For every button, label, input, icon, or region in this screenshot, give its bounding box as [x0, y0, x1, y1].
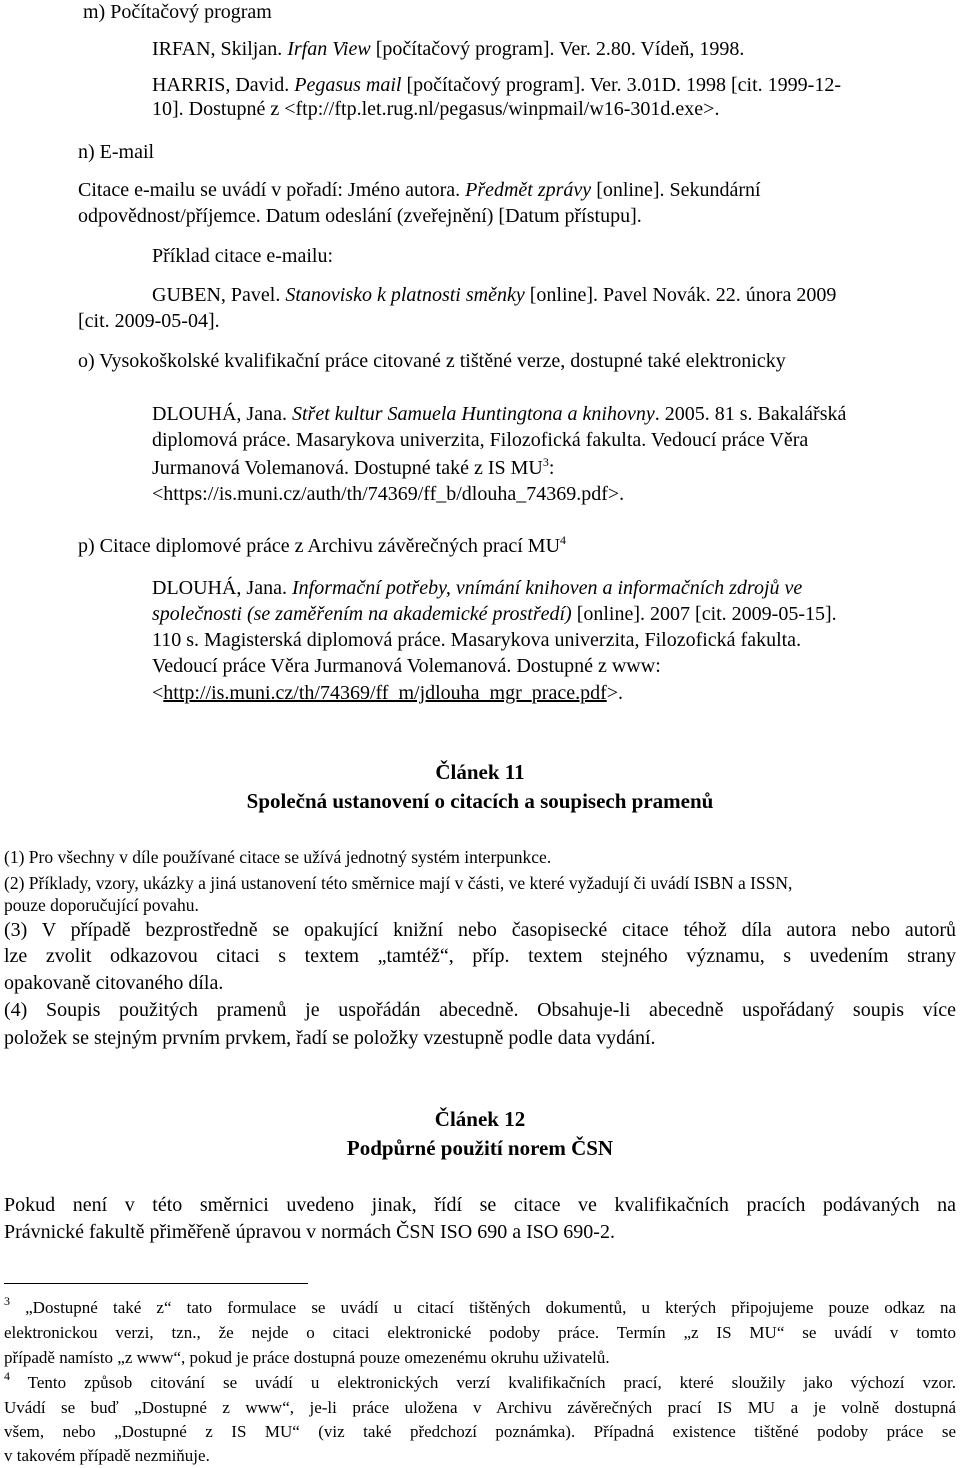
section-p-heading: p) Citace diplomové práce z Archivu závěrečných prací $MU^4$	[78, 533, 567, 557]
article-11-para-4-line-1: (4) Soupis použitých pramenů je uspořádán abecedně. Obsahuje-li abecedně uspořádaný soupis více	[4, 999, 956, 1021]
article-12-title: Podpůrné použití norem ČSN	[346, 1136, 614, 1160]
thesis-citation-line-1: DLOUHÁ, Jana. Střet kultur Samuela Huntingtona a knihovny. 2005. 81 s. Bakalářská	[152, 403, 847, 425]
article-11-para-1: (1) Pro všechny v díle používané citace se užívá jednotný systém interpunkce.	[4, 847, 552, 867]
archive-citation-line-4: Vedoucí práce Věra Jurmanová Volemanová. Dostupné z www:	[152, 655, 661, 677]
footnote-separator	[4, 1283, 308, 1284]
footnote-ref-4[interactable]: 4	[560, 533, 567, 547]
footnote-3-line-2: elektronickou verzi, tzn., že nejde o citaci elektronické podoby práce. Termín „z IS MU“ se uvádí v tomto	[4, 1323, 956, 1342]
footnote-3-line-3: případě namísto „z www“, pokud je práce dostupná pouze omezenému okruhu uživatelů.	[4, 1348, 610, 1367]
footnote-3-line-1: $^3$ „Dostupné také z“ tato formulace se uvádí u citací tištěných dokumentů, u kterých připojujeme pouze odkaz na	[4, 1294, 956, 1317]
citation-harris-line-2: 10]. Dostupné z <ftp://ftp.let.rug.nl/pegasus/winpmail/w16-301d.exe>.	[152, 98, 720, 120]
article-11-title: Společná ustanovení o citacích a soupisech pramenů	[246, 789, 714, 813]
archive-citation-line-5: <http://is.muni.cz/th/74369/ff_m/jdlouha_mgr_prace.pdf>.	[152, 682, 624, 704]
thesis-citation-line-4: <https://is.muni.cz/auth/th/74369/ff_b/dlouha_74369.pdf>.	[152, 483, 625, 505]
article-12-para-line-1: Pokud není v této směrnici uvedeno jinak, řídí se citace ve kvalifikačních pracích podávaných na	[4, 1194, 956, 1216]
email-example-line-1: GUBEN, Pavel. Stanovisko k platnosti směnky [online]. Pavel Novák. 22. února 2009	[152, 284, 837, 306]
article-11-para-3-line-1: (3) V případě bezprostředně se opakující knižní nebo časopisecké citace téhož díla autora nebo autorů	[4, 919, 956, 941]
archive-citation-line-2: společnosti (se zaměřením na akademické prostředí) [online]. 2007 [cit. 2009-05-15].	[152, 603, 837, 625]
section-m-heading: m) Počítačový program	[83, 1, 272, 23]
article-11-para-2-line-1: (2) Příklady, vzory, ukázky a jiná ustanovení této směrnice mají v části, ve které vyžadují či uvádí ISBN a ISSN,	[4, 873, 793, 893]
email-rule-line-2: odpovědnost/příjemce. Datum odeslání (zveřejnění) [Datum přístupu].	[78, 205, 642, 227]
thesis-citation-line-2: diplomová práce. Masarykova univerzita, Filozofická fakulta. Vedoucí práce Věra	[152, 429, 809, 451]
archive-citation-line-3: 110 s. Magisterská diplomová práce. Masarykova univerzita, Filozofická fakulta.	[152, 629, 802, 651]
citation-irfan: IRFAN, Skiljan. Irfan View [počítačový program]. Ver. 2.80. Vídeň, 1998.	[152, 38, 745, 60]
email-rule-line-1: Citace e-mailu se uvádí v pořadí: Jméno autora. Předmět zprávy [online]. Sekundární	[78, 179, 761, 201]
article-12-para-line-2: Právnické fakultě přiměřeně úpravou v normách ČSN ISO 690 a ISO 690-2.	[4, 1221, 615, 1243]
article-11-para-4-line-2: položek se stejným prvním prvkem, řadí se položky vzestupně podle data vydání.	[4, 1027, 656, 1049]
section-n-heading: n) E-mail	[78, 141, 155, 163]
article-11-para-2-line-2: pouze doporučující povahu.	[4, 895, 199, 915]
thesis-citation-line-3: Jurmanová Volemanová. Dostupné také z IS $MU^3$:	[152, 455, 555, 479]
article-11-para-3-line-2: lze zvolit odkazovou citaci s textem „tamtéž“, příp. textem stejného významu, s uvedením strany	[4, 945, 956, 967]
footnote-ref-3[interactable]: 3	[542, 455, 549, 469]
thesis-pdf-link[interactable]: http://is.muni.cz/th/74369/ff_m/jdlouha_mgr_prace.pdf	[163, 682, 607, 704]
footnote-4-line-3: všem, nebo „Dostupné z IS MU“ (viz také předchozí poznámka). Případná existence tištěné podoby práce se	[4, 1422, 956, 1441]
section-o-heading: o) Vysokoškolské kvalifikační práce citované z tištěné verze, dostupné také elektronicky	[78, 350, 786, 372]
article-12-number: Článek 12	[434, 1107, 526, 1131]
email-example-label: Příklad citace e-mailu:	[152, 245, 334, 267]
article-11-para-3-line-3: opakovaně citovaného díla.	[4, 972, 224, 994]
article-11-number: Článek 11	[435, 760, 525, 784]
citation-harris-line-1: HARRIS, David. Pegasus mail [počítačový program]. Ver. 3.01D. 1998 [cit. 1999-12-	[152, 74, 841, 96]
footnote-4-line-4: v takovém případě nezmiňuje.	[4, 1446, 210, 1465]
email-example-line-2: [cit. 2009-05-04].	[78, 310, 220, 332]
footnote-4-line-1: $^4$ Tento způsob citování se uvádí u elektronických verzí kvalifikačních prací, které sloužily jako výchozí vzor.	[4, 1369, 956, 1392]
footnote-4-line-2: Uvádí se buď „Dostupné z www“, je-li práce uložena v Archivu závěrečných prací IS MU a je volně dostupná	[4, 1398, 956, 1417]
archive-citation-line-1: DLOUHÁ, Jana. Informační potřeby, vnímání knihoven a informačních zdrojů ve	[152, 577, 803, 599]
